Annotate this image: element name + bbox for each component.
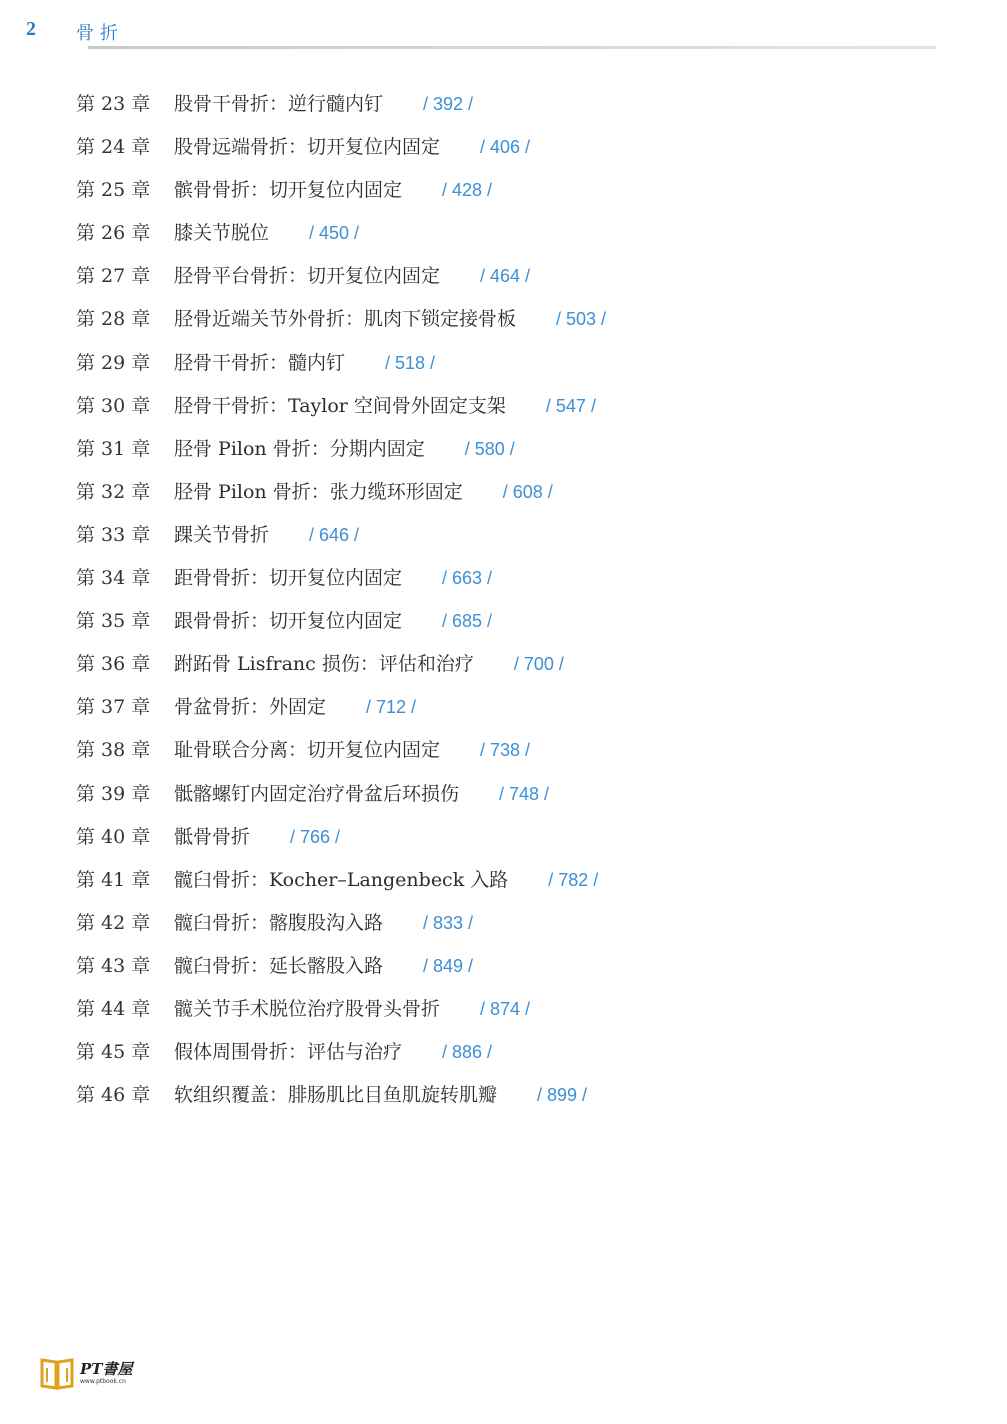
chapter-number: 第 38 章 [76,739,151,762]
chapter-page-number: / 685 / [442,611,493,632]
chapter-page-number: / 738 / [480,740,531,761]
page-number: 2 [26,18,36,40]
toc-entry [76,600,916,643]
toc-entry [76,902,916,945]
logo-url: www.ptbook.cn [80,1378,126,1385]
chapter-number: 第 26 章 [76,222,151,245]
chapter-number: 第 40 章 [76,825,151,848]
chapter-page-number: / 748 / [499,783,550,804]
table-of-contents [76,83,916,1117]
chapter-number: 第 46 章 [76,1084,151,1107]
toc-entry [76,428,916,471]
chapter-title: 假体周围骨折：评估与治疗 [174,1041,403,1064]
chapter-page-number: / 428 / [442,180,493,201]
chapter-title: 耻骨联合分离：切开复位内固定 [174,739,441,762]
toc-entry [76,1074,916,1117]
chapter-page-number: / 874 / [480,998,531,1019]
page-header [26,18,910,50]
chapter-page-number: / 518 / [385,352,436,373]
chapter-number: 第 39 章 [76,782,151,805]
chapter-title: 跟骨骨折：切开复位内固定 [174,610,403,633]
chapter-number: 第 23 章 [76,93,151,115]
chapter-page-number: / 580 / [464,438,515,459]
chapter-title: 髌骨骨折：切开复位内固定 [174,179,403,202]
books-icon [38,1358,76,1390]
chapter-page-number: / 392 / [423,94,474,114]
logo-text: PT書屋 [80,1360,133,1378]
chapter-number: 第 30 章 [76,394,151,417]
toc-entry [76,126,916,169]
chapter-number: 第 43 章 [76,954,151,977]
chapter-page-number: / 547 / [545,395,596,416]
toc-entry [76,643,916,686]
chapter-number: 第 36 章 [76,653,151,676]
toc-entry [76,859,916,902]
chapter-page-number: / 406 / [480,137,531,158]
chapter-title: 距骨骨折：切开复位内固定 [174,567,403,590]
chapter-title: 胫骨近端关节外骨折：肌肉下锁定接骨板 [174,308,517,331]
toc-entry [76,514,916,557]
chapter-page-number: / 886 / [442,1042,493,1063]
toc-entry [76,773,916,816]
chapter-title: 胫骨 Pilon 骨折：分期内固定 [174,437,425,460]
toc-entry [76,298,916,341]
chapter-title: 胫骨 Pilon 骨折：张力缆环形固定 [174,480,463,503]
chapter-page-number: / 646 / [309,524,360,545]
chapter-title: 股骨干骨折：逆行髓内钉 [174,93,384,115]
chapter-number: 第 31 章 [76,437,151,460]
chapter-number: 第 24 章 [76,136,151,159]
chapter-title: 跗跖骨 Lisfranc 损伤：评估和治疗 [174,653,474,676]
toc-entry [76,342,916,385]
chapter-page-number: / 503 / [556,309,607,330]
chapter-page-number: / 849 / [423,955,474,976]
chapter-number: 第 37 章 [76,696,151,719]
chapter-title: 骨盆骨折：外固定 [174,696,327,719]
toc-entry [76,988,916,1031]
chapter-page-number: / 782 / [548,869,599,890]
chapter-title: 髋臼骨折：Kocher–Langenbeck 入路 [174,868,509,891]
chapter-page-number: / 700 / [513,654,564,675]
publisher-logo [38,1356,158,1392]
toc-entry [76,1031,916,1074]
running-title: 骨折 [76,23,124,44]
chapter-title: 踝关节骨折 [174,523,270,546]
chapter-number: 第 34 章 [76,567,151,590]
chapter-number: 第 45 章 [76,1041,151,1064]
chapter-page-number: / 712 / [366,697,417,718]
chapter-number: 第 35 章 [76,610,151,633]
chapter-title: 股骨远端骨折：切开复位内固定 [174,136,441,159]
chapter-page-number: / 450 / [309,223,360,244]
toc-entry [76,212,916,255]
toc-entry [76,471,916,514]
chapter-number: 第 42 章 [76,911,151,934]
chapter-title: 胫骨干骨折：髓内钉 [174,351,346,374]
chapter-page-number: / 766 / [290,826,341,847]
chapter-number: 第 25 章 [76,179,151,202]
chapter-page-number: / 608 / [502,481,553,502]
chapter-number: 第 32 章 [76,480,151,503]
toc-entry [76,729,916,772]
chapter-title: 软组织覆盖：腓肠肌比目鱼肌旋转肌瓣 [174,1084,498,1107]
chapter-number: 第 29 章 [76,351,151,374]
toc-entry [76,686,916,729]
chapter-page-number: / 833 / [423,912,474,933]
chapter-title: 髋臼骨折：髂腹股沟入路 [174,911,384,934]
toc-entry [76,169,916,212]
toc-entry [76,945,916,988]
chapter-title: 骶髂螺钉内固定治疗骨盆后环损伤 [174,782,460,805]
toc-entry [76,385,916,428]
chapter-page-number: / 663 / [442,568,493,589]
chapter-title: 胫骨干骨折：Taylor 空间骨外固定支架 [174,394,506,417]
chapter-number: 第 28 章 [76,308,151,331]
chapter-number: 第 33 章 [76,523,151,546]
chapter-title: 膝关节脱位 [174,222,270,245]
header-rule [88,46,936,49]
chapter-title: 胫骨平台骨折：切开复位内固定 [174,265,441,288]
chapter-page-number: / 464 / [480,266,531,287]
toc-entry [76,816,916,859]
chapter-number: 第 27 章 [76,265,151,288]
chapter-title: 骶骨骨折 [174,825,251,848]
chapter-title: 髋臼骨折：延长髂股入路 [174,954,384,977]
chapter-title: 髋关节手术脱位治疗股骨头骨折 [174,997,441,1020]
chapter-page-number: / 899 / [537,1085,588,1106]
toc-entry [76,557,916,600]
chapter-number: 第 44 章 [76,997,151,1020]
toc-entry [76,255,916,298]
toc-entry [76,83,916,126]
chapter-number: 第 41 章 [76,868,151,891]
